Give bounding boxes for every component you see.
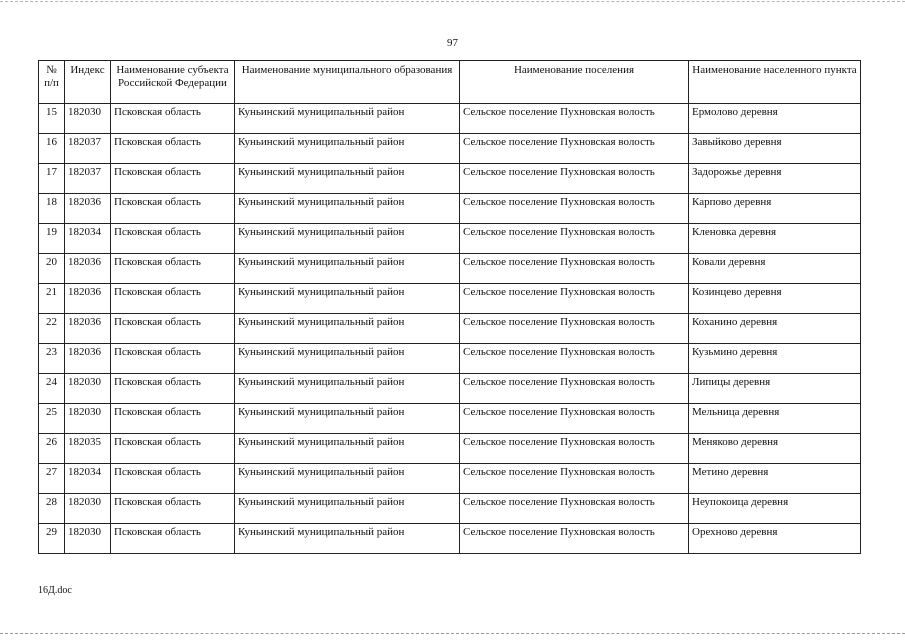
cell-subject: Псковская область bbox=[111, 224, 235, 254]
cell-municipality: Куньинский муниципальный район bbox=[235, 104, 460, 134]
cell-index: 182036 bbox=[65, 254, 111, 284]
cell-municipality: Куньинский муниципальный район bbox=[235, 284, 460, 314]
cell-locality: Меняково деревня bbox=[689, 434, 861, 464]
cell-num: 26 bbox=[39, 434, 65, 464]
cell-num: 17 bbox=[39, 164, 65, 194]
cell-num: 22 bbox=[39, 314, 65, 344]
cell-subject: Псковская область bbox=[111, 404, 235, 434]
table-row bbox=[39, 404, 861, 434]
cell-subject: Псковская область bbox=[111, 374, 235, 404]
cell-subject: Псковская область bbox=[111, 254, 235, 284]
cell-settlement: Сельское поселение Пухновская волость bbox=[460, 164, 689, 194]
cell-num: 15 bbox=[39, 104, 65, 134]
cell-municipality: Куньинский муниципальный район bbox=[235, 194, 460, 224]
cell-index: 182030 bbox=[65, 104, 111, 134]
table-row bbox=[39, 524, 861, 554]
cell-settlement: Сельское поселение Пухновская волость bbox=[460, 224, 689, 254]
cell-num: 25 bbox=[39, 404, 65, 434]
table-row bbox=[39, 464, 861, 494]
cell-municipality: Куньинский муниципальный район bbox=[235, 314, 460, 344]
table-body bbox=[39, 104, 861, 554]
cell-locality: Ермолово деревня bbox=[689, 104, 861, 134]
cell-index: 182030 bbox=[65, 374, 111, 404]
cell-locality: Липицы деревня bbox=[689, 374, 861, 404]
header-municipality: Наименование муниципального образования bbox=[235, 61, 460, 104]
cell-index: 182036 bbox=[65, 344, 111, 374]
cell-subject: Псковская область bbox=[111, 314, 235, 344]
cell-num: 18 bbox=[39, 194, 65, 224]
cell-locality: Метино деревня bbox=[689, 464, 861, 494]
cell-locality: Задорожье деревня bbox=[689, 164, 861, 194]
cell-locality: Мельница деревня bbox=[689, 404, 861, 434]
cell-locality: Коханино деревня bbox=[689, 314, 861, 344]
cell-locality: Завыйково деревня bbox=[689, 134, 861, 164]
cell-index: 182034 bbox=[65, 464, 111, 494]
table-row bbox=[39, 164, 861, 194]
cell-num: 29 bbox=[39, 524, 65, 554]
cell-num: 28 bbox=[39, 494, 65, 524]
table-header-row bbox=[39, 61, 861, 104]
cell-index: 182030 bbox=[65, 404, 111, 434]
cell-index: 182037 bbox=[65, 164, 111, 194]
cell-municipality: Куньинский муниципальный район bbox=[235, 164, 460, 194]
cell-index: 182036 bbox=[65, 194, 111, 224]
table-row bbox=[39, 254, 861, 284]
cell-settlement: Сельское поселение Пухновская волость bbox=[460, 434, 689, 464]
cell-locality: Кузьмино деревня bbox=[689, 344, 861, 374]
cell-subject: Псковская область bbox=[111, 344, 235, 374]
cell-settlement: Сельское поселение Пухновская волость bbox=[460, 464, 689, 494]
page-number: 97 bbox=[447, 37, 458, 49]
cell-subject: Псковская область bbox=[111, 104, 235, 134]
cell-settlement: Сельское поселение Пухновская волость bbox=[460, 524, 689, 554]
header-locality: Наименование населенного пункта bbox=[689, 61, 861, 104]
cell-municipality: Куньинский муниципальный район bbox=[235, 344, 460, 374]
cell-municipality: Куньинский муниципальный район bbox=[235, 134, 460, 164]
header-subject: Наименование субъекта Российской Федерации bbox=[111, 61, 235, 104]
cell-index: 182036 bbox=[65, 314, 111, 344]
cell-settlement: Сельское поселение Пухновская волость bbox=[460, 134, 689, 164]
cell-settlement: Сельское поселение Пухновская волость bbox=[460, 374, 689, 404]
footer-filename: 16Д.doc bbox=[38, 585, 72, 596]
cell-subject: Псковская область bbox=[111, 434, 235, 464]
cell-num: 27 bbox=[39, 464, 65, 494]
cell-municipality: Куньинский муниципальный район bbox=[235, 374, 460, 404]
cell-num: 23 bbox=[39, 344, 65, 374]
cell-municipality: Куньинский муниципальный район bbox=[235, 254, 460, 284]
cell-settlement: Сельское поселение Пухновская волость bbox=[460, 404, 689, 434]
table-row bbox=[39, 344, 861, 374]
cell-num: 19 bbox=[39, 224, 65, 254]
header-num: № п/п bbox=[39, 61, 65, 104]
cell-settlement: Сельское поселение Пухновская волость bbox=[460, 194, 689, 224]
cell-num: 20 bbox=[39, 254, 65, 284]
locality-table bbox=[38, 60, 861, 554]
cell-municipality: Куньинский муниципальный район bbox=[235, 464, 460, 494]
cell-locality: Ковали деревня bbox=[689, 254, 861, 284]
cell-locality: Кленовка деревня bbox=[689, 224, 861, 254]
cell-subject: Псковская область bbox=[111, 284, 235, 314]
cell-municipality: Куньинский муниципальный район bbox=[235, 524, 460, 554]
cell-settlement: Сельское поселение Пухновская волость bbox=[460, 344, 689, 374]
cell-settlement: Сельское поселение Пухновская волость bbox=[460, 314, 689, 344]
cell-num: 16 bbox=[39, 134, 65, 164]
cell-municipality: Куньинский муниципальный район bbox=[235, 404, 460, 434]
table-row bbox=[39, 284, 861, 314]
cell-locality: Карпово деревня bbox=[689, 194, 861, 224]
cell-settlement: Сельское поселение Пухновская волость bbox=[460, 494, 689, 524]
cell-municipality: Куньинский муниципальный район bbox=[235, 494, 460, 524]
cell-index: 182030 bbox=[65, 494, 111, 524]
cell-num: 21 bbox=[39, 284, 65, 314]
header-settlement: Наименование поселения bbox=[460, 61, 689, 104]
cell-settlement: Сельское поселение Пухновская волость bbox=[460, 104, 689, 134]
cell-subject: Псковская область bbox=[111, 464, 235, 494]
cell-subject: Псковская область bbox=[111, 164, 235, 194]
cell-settlement: Сельское поселение Пухновская волость bbox=[460, 284, 689, 314]
cell-subject: Псковская область bbox=[111, 134, 235, 164]
cell-index: 182030 bbox=[65, 524, 111, 554]
scan-edge-top bbox=[0, 1, 905, 2]
table-row bbox=[39, 434, 861, 464]
cell-subject: Псковская область bbox=[111, 524, 235, 554]
table-row bbox=[39, 494, 861, 524]
table-row bbox=[39, 314, 861, 344]
cell-locality: Неупокоица деревня bbox=[689, 494, 861, 524]
cell-num: 24 bbox=[39, 374, 65, 404]
cell-locality: Козинцево деревня bbox=[689, 284, 861, 314]
header-index: Индекс bbox=[65, 61, 111, 104]
table-row bbox=[39, 194, 861, 224]
cell-index: 182036 bbox=[65, 284, 111, 314]
cell-index: 182034 bbox=[65, 224, 111, 254]
cell-index: 182037 bbox=[65, 134, 111, 164]
cell-index: 182035 bbox=[65, 434, 111, 464]
cell-locality: Орехново деревня bbox=[689, 524, 861, 554]
cell-subject: Псковская область bbox=[111, 494, 235, 524]
cell-settlement: Сельское поселение Пухновская волость bbox=[460, 254, 689, 284]
table-row bbox=[39, 224, 861, 254]
cell-municipality: Куньинский муниципальный район bbox=[235, 224, 460, 254]
scan-edge-bottom bbox=[0, 633, 905, 634]
table-row bbox=[39, 374, 861, 404]
table-row bbox=[39, 104, 861, 134]
cell-municipality: Куньинский муниципальный район bbox=[235, 434, 460, 464]
cell-subject: Псковская область bbox=[111, 194, 235, 224]
table-row bbox=[39, 134, 861, 164]
